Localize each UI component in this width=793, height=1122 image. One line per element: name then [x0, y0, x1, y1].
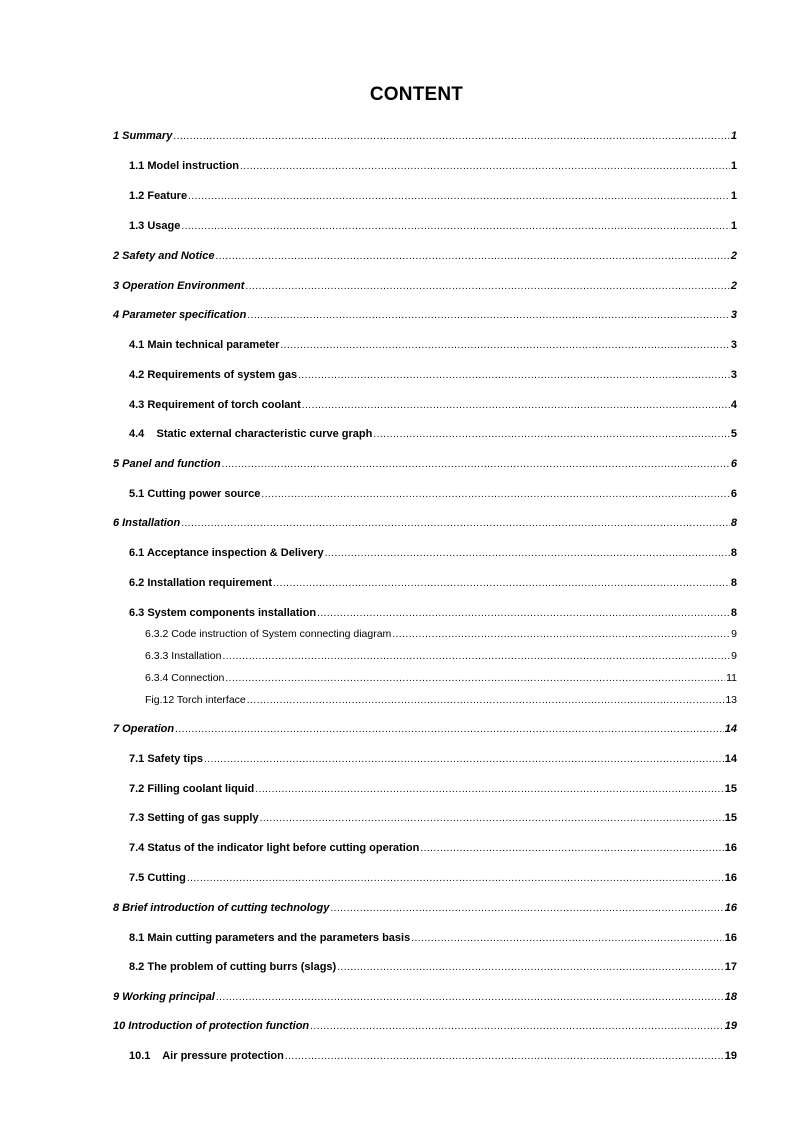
toc-page-number: 8: [730, 607, 737, 619]
toc-entry-label: 5 Panel and function: [113, 458, 221, 470]
toc-entry[interactable]: [129, 1050, 737, 1062]
toc-page-number: 1: [730, 130, 737, 142]
dot-leader: [285, 1051, 724, 1062]
dot-leader: [302, 400, 730, 411]
toc-entry[interactable]: [129, 607, 737, 619]
dot-leader: [255, 784, 723, 795]
dot-leader: [222, 459, 730, 470]
toc-page-number: 9: [731, 628, 737, 640]
dot-leader: [247, 310, 730, 321]
toc-page-number: 4: [730, 399, 737, 411]
toc-entry-label: 2 Safety and Notice: [113, 250, 215, 262]
dot-leader: [175, 724, 724, 735]
toc-entry-label: 8 Brief introduction of cutting technology: [113, 902, 330, 914]
toc-entry[interactable]: [129, 842, 737, 854]
toc-entry-label: 4.3 Requirement of torch coolant: [129, 399, 301, 411]
dot-leader: [392, 629, 730, 640]
toc-entry[interactable]: [129, 190, 737, 202]
toc-page-number: 8: [730, 577, 737, 589]
dot-leader: [240, 161, 730, 172]
toc-page-number: 16: [724, 932, 737, 944]
dot-leader: [173, 131, 730, 142]
dot-leader: [420, 843, 723, 854]
dot-leader: [411, 933, 724, 944]
dot-leader: [273, 578, 730, 589]
toc-page-number: 3: [730, 339, 737, 351]
toc-entry[interactable]: [145, 672, 737, 684]
toc-entry-label: 7.4 Status of the indicator light before cutting operation: [129, 842, 420, 854]
toc-page-number: 15: [724, 812, 737, 824]
toc-page-number: 5: [730, 428, 737, 440]
toc-page-number: 16: [724, 842, 737, 854]
toc-entry-label: 8.2 The problem of cutting burrs (slags): [129, 961, 337, 973]
dot-leader: [225, 673, 725, 684]
toc-page-number: 6: [730, 488, 737, 500]
toc-entry[interactable]: [129, 399, 737, 411]
dot-leader: [325, 548, 730, 559]
toc-page-number: 11: [726, 672, 737, 684]
toc-entry-label: 7.2 Filling coolant liquid: [129, 783, 255, 795]
page-title: CONTENT: [369, 84, 464, 105]
toc-entry[interactable]: [113, 517, 737, 529]
toc-entry-label: 6.2 Installation requirement: [129, 577, 273, 589]
toc-page-number: 19: [724, 1050, 737, 1062]
toc-entry-label: 10 Introduction of protection function: [113, 1020, 310, 1032]
dot-leader: [222, 651, 730, 662]
toc-page-number: 8: [730, 547, 737, 559]
dot-leader: [181, 221, 730, 232]
toc-entry[interactable]: [113, 902, 737, 914]
toc-entry-label: 7.1 Safety tips: [129, 753, 203, 765]
toc-entry[interactable]: [113, 1020, 737, 1032]
toc-entry[interactable]: [129, 369, 737, 381]
dot-leader: [310, 1021, 724, 1032]
toc-page-number: 1: [730, 160, 737, 172]
toc-page-number: 1: [730, 220, 737, 232]
toc-entry[interactable]: [113, 458, 737, 470]
toc-page-number: 2: [730, 280, 737, 292]
toc-entry-label: 10.1 Air pressure protection: [129, 1050, 284, 1062]
toc-entry[interactable]: [129, 160, 737, 172]
toc-page-number: 13: [725, 694, 737, 706]
dot-leader: [280, 340, 729, 351]
dot-leader: [181, 518, 730, 529]
toc-entry-label: 3 Operation Environment: [113, 280, 245, 292]
toc-entry-label: 1.2 Feature: [129, 190, 188, 202]
dot-leader: [204, 754, 724, 765]
toc-entry[interactable]: [129, 961, 737, 973]
toc-entry[interactable]: [129, 547, 737, 559]
toc-entry[interactable]: [113, 130, 737, 142]
toc-entry[interactable]: [129, 488, 737, 500]
toc-page-number: 2: [730, 250, 737, 262]
toc-entry-label: 4.1 Main technical parameter: [129, 339, 280, 351]
toc-entry[interactable]: [129, 220, 737, 232]
dot-leader: [260, 813, 724, 824]
dot-leader: [261, 489, 729, 500]
dot-leader: [317, 608, 730, 619]
toc-entry[interactable]: [145, 694, 737, 706]
toc-entry-label: 9 Working principal: [113, 991, 215, 1003]
toc-page-number: 16: [724, 902, 737, 914]
toc-entry-label: 6.1 Acceptance inspection & Delivery: [129, 547, 324, 559]
toc-entry-label: 7.5 Cutting: [129, 872, 186, 884]
dot-leader: [187, 873, 724, 884]
toc-page-number: 19: [724, 1020, 737, 1032]
toc-entry-label: Fig.12 Torch interface: [145, 694, 246, 706]
toc-entry-label: 7.3 Setting of gas supply: [129, 812, 259, 824]
dot-leader: [245, 281, 729, 292]
toc-entry-label: 8.1 Main cutting parameters and the parameters basis: [129, 932, 411, 944]
toc-page-number: 3: [730, 309, 737, 321]
dot-leader: [247, 695, 725, 706]
toc-entry[interactable]: [129, 339, 737, 351]
toc-entry[interactable]: [113, 250, 737, 262]
toc-entry-label: 1.3 Usage: [129, 220, 181, 232]
dot-leader: [298, 370, 730, 381]
toc-entry[interactable]: [129, 932, 737, 944]
toc-entry-label: 7 Operation: [113, 723, 175, 735]
toc-entry-label: 4.2 Requirements of system gas: [129, 369, 298, 381]
toc-page-number: 9: [731, 650, 737, 662]
toc-entry-label: 4 Parameter specification: [113, 309, 247, 321]
toc-entry[interactable]: [129, 428, 737, 440]
toc-page-number: 8: [730, 517, 737, 529]
toc-entry-label: 5.1 Cutting power source: [129, 488, 261, 500]
toc-page-number: 15: [724, 783, 737, 795]
toc-entry-label: 1 Summary: [113, 130, 173, 142]
toc-entry-label: 6.3.2 Code instruction of System connecting diagram: [145, 628, 392, 640]
dot-leader: [337, 962, 724, 973]
toc-entry-label: 6.3.4 Connection: [145, 672, 225, 684]
dot-leader: [330, 903, 723, 914]
toc-entry[interactable]: [145, 628, 737, 640]
toc-entry[interactable]: [129, 577, 737, 589]
toc-entry-label: 6.3 System components installation: [129, 607, 317, 619]
toc-entry[interactable]: [129, 872, 737, 884]
toc-entry-label: 6 Installation: [113, 517, 181, 529]
dot-leader: [188, 191, 730, 202]
toc-page-number: 3: [730, 369, 737, 381]
toc-entry[interactable]: [129, 753, 737, 765]
toc-entry[interactable]: [113, 280, 737, 292]
toc-entry-label: 4.4 Static external characteristic curve graph: [129, 428, 373, 440]
toc-entry[interactable]: [129, 812, 737, 824]
toc-entry[interactable]: [113, 309, 737, 321]
toc-entry[interactable]: [129, 783, 737, 795]
toc-entry-label: 6.3.3 Installation: [145, 650, 222, 662]
toc-entry[interactable]: [113, 723, 737, 735]
dot-leader: [373, 429, 730, 440]
toc-page-number: 18: [724, 991, 737, 1003]
dot-leader: [216, 992, 724, 1003]
toc-page-number: 17: [724, 961, 737, 973]
toc-entry[interactable]: [145, 650, 737, 662]
toc-page-number: 14: [724, 753, 737, 765]
dot-leader: [215, 251, 729, 262]
toc-entry[interactable]: [113, 991, 737, 1003]
toc-page-number: 6: [730, 458, 737, 470]
toc-entry-label: 1.1 Model instruction: [129, 160, 240, 172]
toc-page-number: 16: [724, 872, 737, 884]
toc-page-number: 1: [730, 190, 737, 202]
toc-page-number: 14: [724, 723, 737, 735]
